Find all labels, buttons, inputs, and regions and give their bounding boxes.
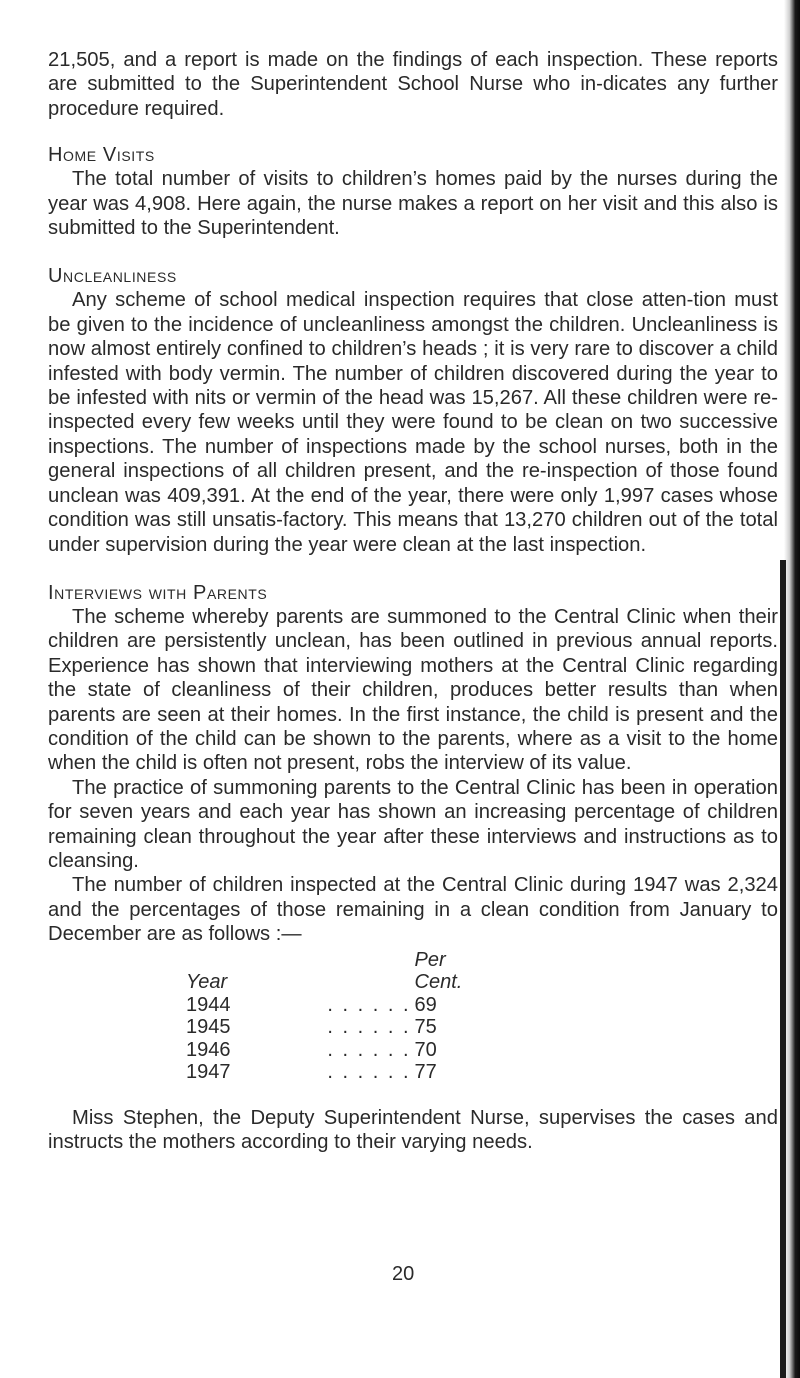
row-year: 1947 [186, 1061, 231, 1084]
row-percent: 77 [414, 1061, 437, 1084]
interviews-paragraph-1: The scheme whereby parents are summoned to the Central Clinic when their children are persistently unclean, has been outlined in previous annual reports. Experience has shown that interviewing mothers at the Central Clinic regarding the state of cleanliness of their children, produces better results than when parents are seen at their homes. In the first instance, the child is present and the condition of the child can be shown to the parents, where as a visit to the home when the child is often not present, robs the interview of its value. [48, 605, 778, 775]
final-paragraph: Miss Stephen, the Deputy Superintendent Nurse, supervises the cases and instructs the mothers according to their varying needs. [48, 1106, 778, 1153]
table-header-row-1 [186, 949, 462, 972]
row-year: 1946 [186, 1038, 231, 1061]
table-row [186, 1061, 462, 1084]
header-cent: Cent. [414, 971, 463, 994]
intro-paragraph: 21,505, and a report is made on the findings of each inspection. These reports are submitted to the Superintendent School Nurse who in-dicates any further procedure required. [48, 49, 778, 120]
header-per: Per [414, 948, 446, 971]
percentage-table [186, 949, 462, 1084]
table-row [186, 1016, 462, 1039]
interviews-paragraph-2: The practice of summoning parents to the Central Clinic has been in operation for seven years and each year has shown an increasing percentage of children remaining clean throughout the year after these interviews and instructions as to cleansing. [48, 776, 778, 872]
table-row [186, 994, 462, 1017]
row-leader-dots: . . . . . . [327, 1038, 411, 1061]
home-visits-paragraph: The total number of visits to children’s homes paid by the nurses during the year was 4,908. Here again, the nurse makes a report on her visit and this also is submitted to the Superintendent. [48, 168, 778, 240]
table-header-row-2 [186, 971, 462, 994]
row-percent: 69 [414, 993, 437, 1016]
row-leader-dots: . . . . . . [327, 993, 411, 1016]
page-number: 20 [392, 1263, 415, 1285]
binding-shadow [780, 560, 786, 1378]
heading-home-visits: Home Visits [48, 144, 155, 167]
row-year: 1944 [186, 993, 231, 1016]
table-row [186, 1039, 462, 1062]
uncleanliness-paragraph: Any scheme of school medical inspection requires that close atten-tion must be given to the incidence of uncleanliness amongst the children. Uncleanliness is now almost entirely confined to children’s heads ; it is very rare to discover a child infested with body vermin. The number of children discovered during the year to be infested with nits or vermin of the head was 15,267. All these children were re-inspected every few weeks until they were found to be clean on two successive inspections. The number of inspections made by the school nurses, both in the general inspections of all children present, and the re-inspection of those found unclean was 409,391. At the end of the year, there were only 1,997 cases whose condition was still unsatis-factory. This means that 13,270 children out of the total under supervision during the year were clean at the last inspection. [48, 289, 778, 556]
row-percent: 70 [414, 1038, 437, 1061]
header-year: Year [186, 971, 228, 994]
row-leader-dots: . . . . . . [327, 1061, 411, 1084]
row-leader-dots: . . . . . . [327, 1016, 411, 1039]
interviews-paragraph-3: The number of children inspected at the Central Clinic during 1947 was 2,324 and the percentages of those remaining in a clean condition from January to December are as follows :— [48, 874, 778, 946]
heading-uncleanliness: Uncleanliness [48, 265, 177, 288]
row-year: 1945 [186, 1016, 231, 1039]
document-page [48, 48, 778, 1154]
row-percent: 75 [414, 1016, 437, 1039]
page-edge-shadow [784, 0, 800, 1378]
heading-interviews-with-parents: Interviews with Parents [48, 581, 268, 604]
